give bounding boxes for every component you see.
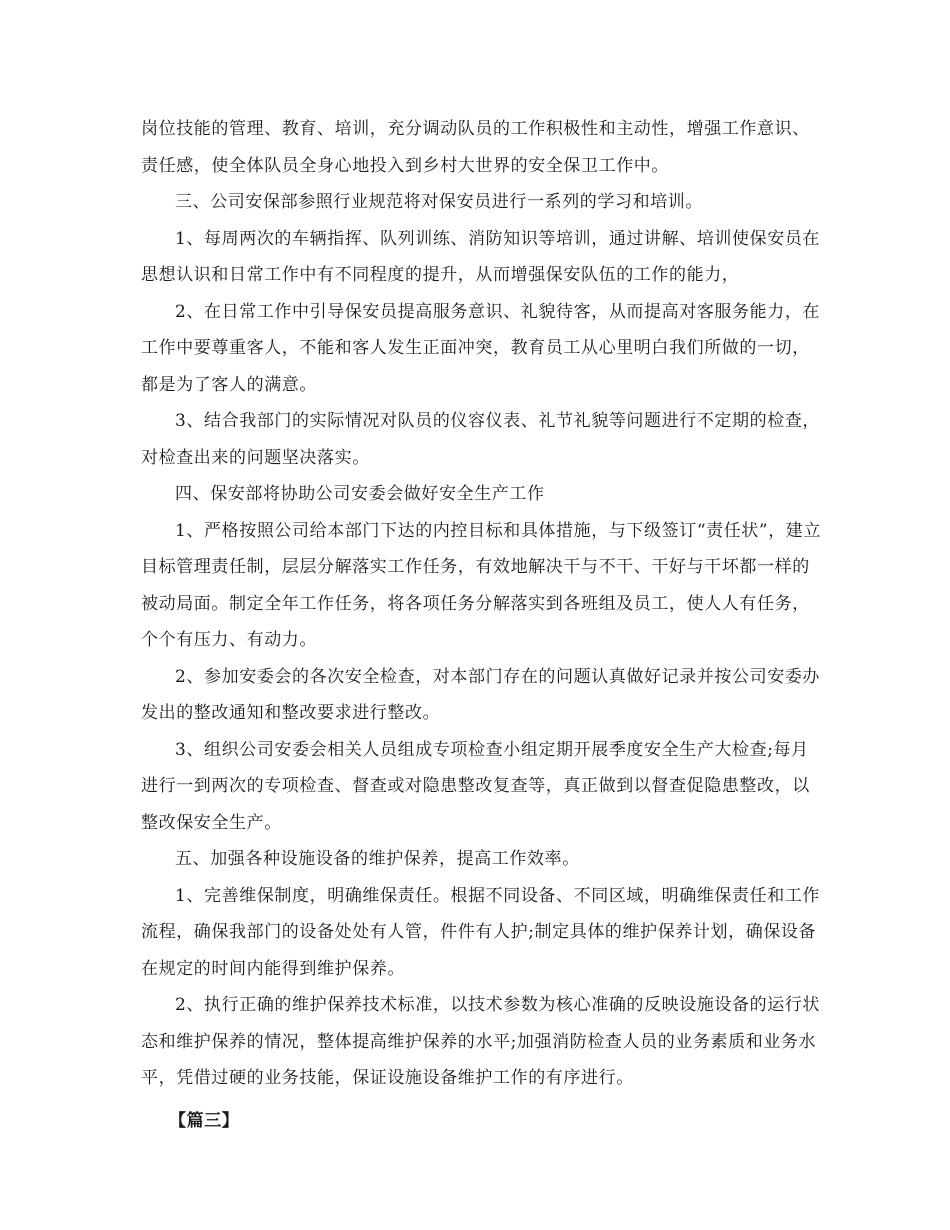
paragraph-item: 3、结合我部门的实际情况对队员的仪容仪表、礼节礼貌等问题进行不定期的检查，对检查出来的问题坚决落实。 [141,411,821,468]
paragraph-continuation: 岗位技能的管理、教育、培训，充分调动队员的工作积极性和主动性，增强工作意识、责任感，使全体队员全身心地投入到乡村大世界的安全保卫工作中。 [141,119,810,176]
section-tag-part-three: 【篇三】 [169,1110,240,1131]
paragraph-item: 2、参加安委会的各次安全检查，对本部门存在的问题认真做好记录并按公司安委办发出的整改通知和整改要求进行整改。 [141,666,821,723]
paragraph-item: 1、每周两次的车辆指挥、队列训练、消防知识等培训，通过讲解、培训使保安员在思想认识和日常工作中有不同程度的提升，从而增强保安队伍的工作的能力， [141,228,821,285]
heading-section-three: 三、公司安保部参照行业规范将对保安员进行一系列的学习和培训。 [175,192,703,212]
heading-section-four: 四、保安部将协助公司安委会做好安全生产工作 [175,484,545,504]
paragraph-item: 1、完善维保制度，明确维保责任。根据不同设备、不同区域，明确维保责任和工作流程，确保我部门的设备处处有人管，件件有人护;制定具体的维护保养计划，确保设备在规定的时间内能得到维护保养。 [141,885,821,979]
paragraph-item: 2、执行正确的维护保养技术标准，以技术参数为核心准确的反映设施设备的运行状态和维护保养的情况，整体提高维护保养的水平;加强消防检查人员的业务素质和业务水平，凭借过硬的业务技能，保证设施设备维护工作的有序进行。 [141,995,821,1088]
paragraph-item: 3、组织公司安委会相关人员组成专项检查小组定期开展季度安全生产大检查;每月进行一到两次的专项检查、督查或对隐患整改复查等，真正做到以督查促隐患整改，以整改保安全生产。 [141,739,810,833]
heading-section-five: 五、加强各种设施设备的维护保养，提高工作效率。 [175,849,580,869]
paragraph-item: 2、在日常工作中引导保安员提高服务意识、礼貌待客，从而提高对客服务能力，在工作中要尊重客人，不能和客人发生正面冲突，教育员工从心里明白我们所做的一切，都是为了客人的满意。 [141,301,821,395]
paragraph-item: 1、严格按照公司给本部门下达的内控目标和具体措施，与下级签订“责任状”，建立目标管理责任制，层层分解落实工作任务，有效地解决干与不干、干好与干坏都一样的被动局面。制定全年工作任务，将各项任务分解落实到各班组及员工，使人人有任务，个个有压力、有动力。 [141,520,821,650]
document-body [141,111,821,1139]
